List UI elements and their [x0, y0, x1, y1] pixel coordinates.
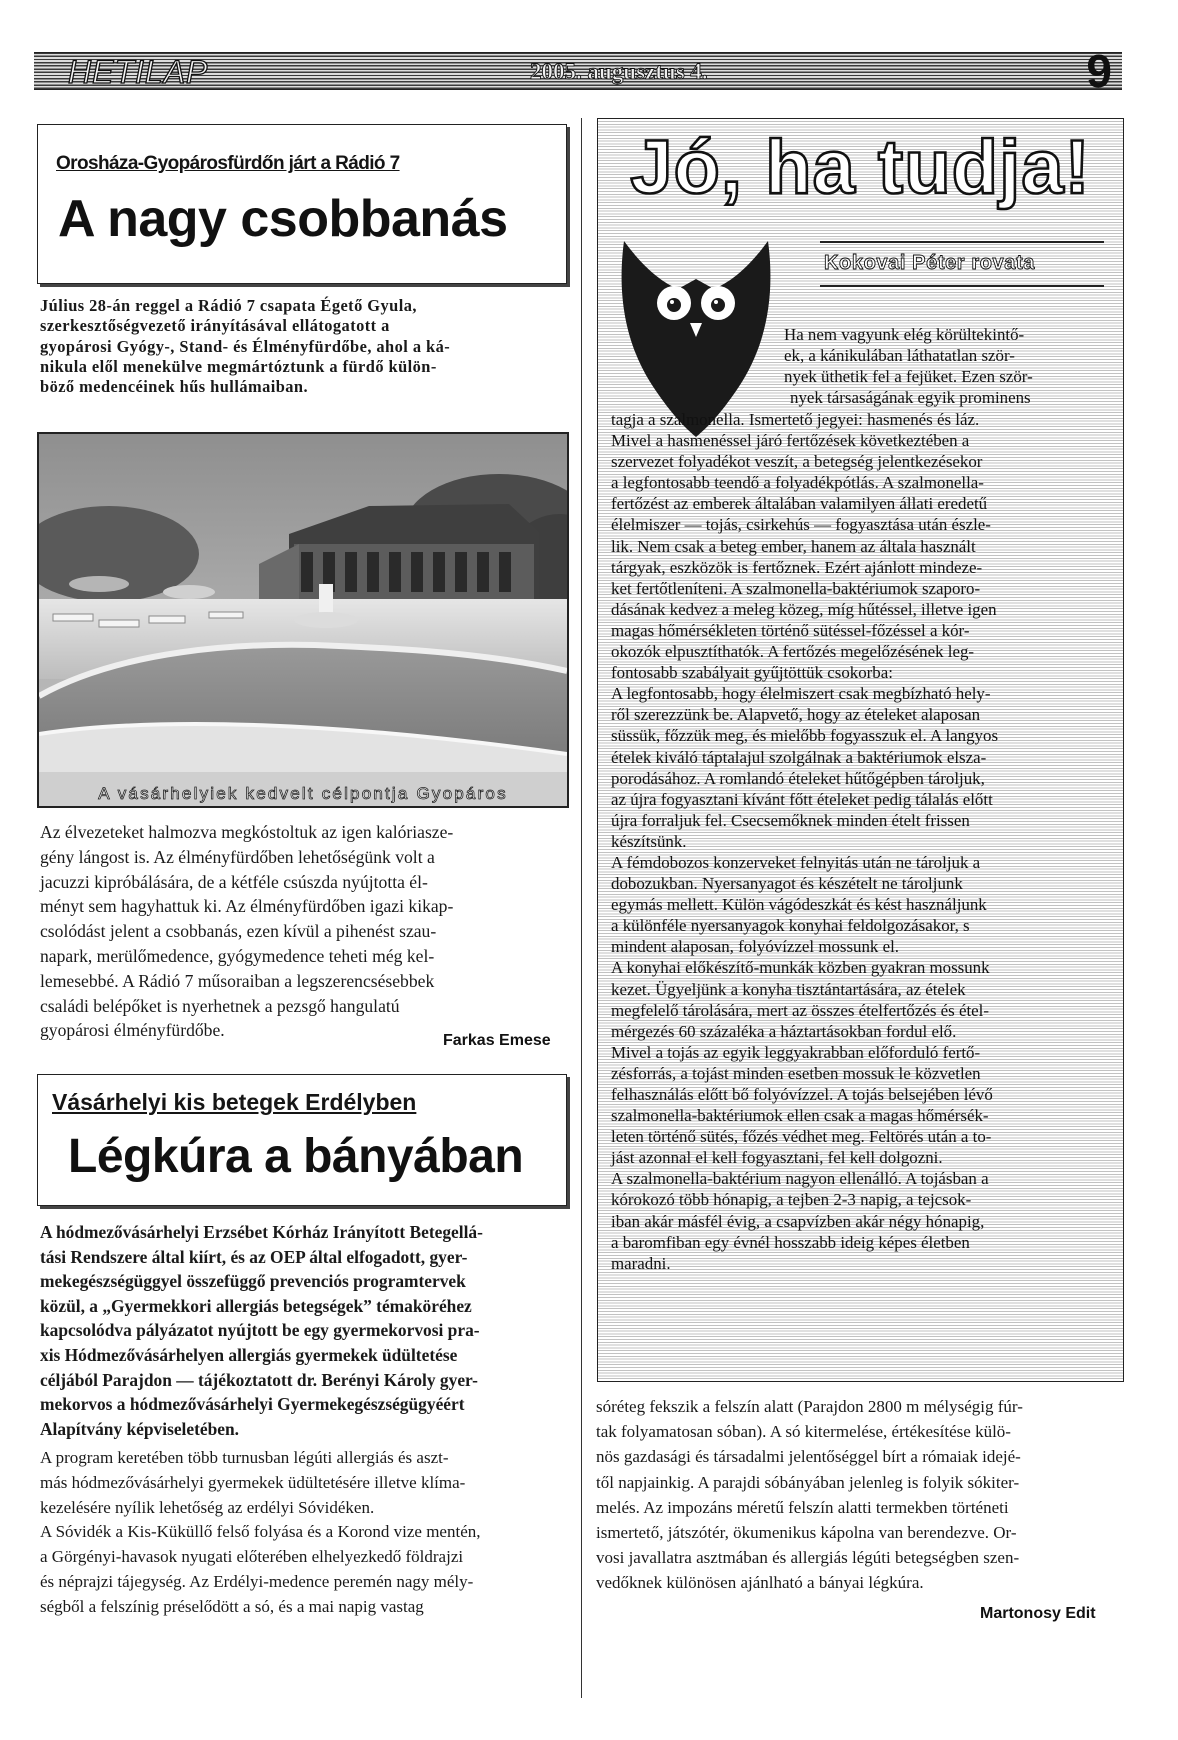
article1-byline: Farkas Emese	[443, 1032, 551, 1049]
text-line: szerkesztőségvezető irányításával ellátogatott a	[40, 316, 390, 336]
text-line: a különféle nyersanyagok konyhai feldolgozásakor, s	[611, 916, 970, 936]
feature-rule-bottom	[820, 285, 1104, 287]
text-line: egymás mellett. Külön vágódeszkát és kést használjunk	[611, 895, 987, 915]
feature-column-name: Kokovai Péter rovata	[824, 252, 1035, 274]
text-line: mindent alaposan, folyóvízzel mossunk el.	[611, 937, 900, 957]
text-line: böző medencéinek hűs hullámaiban.	[40, 377, 309, 397]
text-line: vosi javallatra asztmában és allergiás légúti betegségben szen-	[596, 1548, 1020, 1568]
text-line: a Görgényi-havasok nyugati előterében elhelyezkedő földrajzi	[40, 1547, 464, 1567]
text-line: Mivel a hasmenéssel járó fertőzések következtében a	[611, 431, 970, 451]
text-line: iban akár másfél évig, a csapvízben akár négy hónapig,	[611, 1211, 985, 1231]
text-line: kapcsolódva pályázatot nyújtott be egy gyermekorvosi pra-	[40, 1320, 480, 1341]
text-line: céljából Parajdon — tájékoztatott dr. Berényi Károly gyer-	[40, 1369, 478, 1390]
text-line: ről szerezzünk be. Alapvető, hogy az ételeket alaposan	[611, 705, 981, 725]
text-line: kezelésére nyílik lehetőség az erdélyi Sóvidéken.	[40, 1497, 375, 1517]
text-line: magas hőmérsékleten történő sütéssel-főzéssel a kór-	[611, 620, 970, 640]
text-line: A konyhai előkészítő-munkák közben gyakran mossunk	[611, 958, 990, 978]
text-line: süssük, főzzük meg, és mielőbb fogyasszuk el. A langyos	[611, 726, 999, 746]
text-line: ségből a felszínig préselődött a só, és a mai napig vastag	[40, 1596, 424, 1616]
article2-byline: Martonosy Edit	[980, 1605, 1096, 1622]
text-line: nyek üthetik fel a fejüket. Ezen ször-	[784, 367, 1033, 387]
text-line: közül, a „Gyermekkori allergiás betegségek” témaköréhez	[40, 1295, 472, 1316]
text-line: gyopárosi Gyógy-, Stand- és Élményfürdőbe, ahol a ká-	[40, 336, 451, 356]
feature-box	[597, 118, 1124, 1382]
article1-headline: A nagy csobbanás	[58, 190, 508, 248]
text-line: jást azonnal el kell fogyasztani, fel kell dolgozni.	[611, 1148, 943, 1168]
text-line: Ha nem vagyunk elég körültekintő-	[784, 325, 1025, 344]
text-line: jacuzzi kipróbálására, de a kétféle csúszda nyújtotta él-	[40, 871, 428, 892]
text-line: mérgezés 60 százaléka a háztartásokban fordul elő.	[611, 1021, 957, 1041]
text-line: lemesebbé. A Rádió 7 műsoraiban a legszerencsésebbek	[40, 970, 435, 991]
text-line: mekegészségüggyel összefüggő prevenciós programtervek	[40, 1271, 466, 1292]
page-header-band	[34, 45, 1122, 97]
feature-title: Jó, ha tudja!	[630, 125, 1091, 210]
text-line: ételek kiváló táptalajul szolgálnak a baktériumok elsza-	[611, 747, 987, 767]
text-line: szalmonella-baktériumok ellen csak a magas hőmérsék-	[611, 1106, 989, 1126]
article1-kicker: Orosháza-Gyopárosfürdőn járt a Rádió 7	[56, 153, 400, 174]
text-line: készítsünk.	[611, 831, 687, 851]
text-line: fontosabb szabályait gyűjtöttük csokorba:	[611, 663, 893, 683]
page-number: 9	[1086, 45, 1112, 97]
column-divider	[581, 118, 582, 1698]
text-line: maradni.	[611, 1253, 671, 1273]
text-line: A program keretében több turnusban légúti allergiás és aszt-	[40, 1448, 449, 1467]
text-line: vedőknek különösen ajánlható a bányai légkúra.	[596, 1573, 924, 1593]
text-line: A fémdobozos konzerveket felnyitás után ne tároljuk a	[611, 852, 981, 872]
text-line: gény lángost is. Az élményfürdőben lehetőségünk volt a	[40, 846, 435, 867]
text-line: nikula elől menekülve megmártóztunk a fürdő külön-	[40, 356, 437, 376]
publication-name: HETILAP	[68, 54, 209, 90]
text-line: szervezet folyadékot veszít, a betegség jelentkezésekor	[611, 452, 983, 472]
feature-text-body	[611, 409, 998, 1274]
article2-body-right	[596, 1394, 1122, 1596]
text-line: dobozukban. Nyersanyagot és készételt ne tároljunk	[611, 874, 963, 894]
article2-headline-box	[37, 1074, 567, 1206]
text-line: sóréteg fekszik a felszín alatt (Parajdon 2800 m mélységig fúr-	[596, 1397, 1023, 1416]
article1-headline-box	[37, 124, 567, 284]
text-line: A legfontosabb, hogy élelmiszert csak megbízható hely-	[611, 684, 991, 704]
feature-text-intro	[784, 324, 1033, 408]
text-line: ismertető, játszótér, ökumenikus kápolna van berendezve. Or-	[596, 1523, 1017, 1543]
text-line: megfelelő tárolására, mert az összes ételfertőzés és étel-	[611, 1000, 989, 1020]
text-line: a legfontosabb teendő a folyadékpótlás. A szalmonella-	[611, 473, 984, 493]
text-line: csolódást jelent a csobbanás, ezen kívül a pihenést szau-	[40, 921, 437, 942]
text-line: Július 28-án reggel a Rádió 7 csapata Égető Gyula,	[40, 296, 417, 315]
text-line: mekorvos a hódmezővásárhelyi Gyermekegészségügyéért	[40, 1394, 465, 1415]
text-line: okozók elpusztíthatók. A fertőzés megelőzésének leg-	[611, 642, 975, 662]
article1-lead	[40, 296, 565, 397]
text-line: tagja a szalmonella. Ismertető jegyei: hasmenés és láz.	[611, 410, 980, 429]
issue-date: 2005. augusztus 4.	[530, 59, 708, 84]
text-line: élelmiszer — tojás, csirkehús — fogyasztása után észle-	[611, 515, 991, 535]
text-line: A Sóvidék a Kis-Küküllő felső folyása és a Korond vize mentén,	[40, 1522, 481, 1542]
bath-photo-illustration	[39, 434, 567, 806]
text-line: kezet. Ügyeljünk a konyha tisztántartására, az ételek	[611, 979, 966, 999]
text-line: től napjainkig. A parajdi sóbányában jelenleg is folyik sókiter-	[596, 1472, 1020, 1492]
article2-headline: Légkúra a bányában	[68, 1130, 524, 1183]
text-line: ket fertőtleníteni. A szalmonella-baktériumok szaporo-	[611, 578, 981, 598]
text-line: és néprajzi tájegység. Az Erdélyi-medence peremén nagy mély-	[40, 1571, 474, 1591]
text-line: tási Rendszere által kiírt, és az OEP által elfogadott, gyer-	[40, 1246, 468, 1267]
text-line: családi belépőket is nyerhetnek a pezsgő hangulatú	[40, 995, 400, 1016]
text-line: ek, a kánikulában láthatatlan ször-	[784, 346, 1015, 366]
text-line: A hódmezővásárhelyi Erzsébet Kórház Irányított Betegellá-	[40, 1222, 483, 1242]
text-line: a baromfiban egy évnél hosszabb ideig képes életben	[611, 1232, 970, 1252]
text-line: újra forraljuk fel. Csecsemőknek minden ételt frissen	[611, 810, 970, 830]
text-line: napark, merülőmedence, gyógymedence teheti még kel-	[40, 945, 435, 966]
text-line: lik. Nem csak a beteg ember, hanem az általa használt	[611, 536, 976, 556]
text-line: gyopárosi élményfürdőbe.	[40, 1020, 225, 1041]
text-line: tárgyak, eszközök is fertőznek. Ezért ajánlott mindeze-	[611, 557, 983, 577]
text-line: Az élvezeteket halmozva megkóstoltuk az igen kalóriasze-	[40, 822, 454, 842]
article1-photo	[37, 432, 569, 808]
text-line: fertőzést az emberek általában valamilyen állati eredetű	[611, 494, 988, 514]
text-line: az újra fogyasztani kívánt főtt ételeket pedig tálalás előtt	[611, 789, 993, 809]
text-line: nös gazdasági és társadalmi jelentőséggel bírt a rómaiak idejé-	[596, 1447, 1021, 1467]
text-line: más hódmezővásárhelyi gyermekek üdültetésére illetve klíma-	[40, 1472, 466, 1492]
text-line: nyek társaságának egyik prominens	[790, 388, 1031, 408]
text-line: kórokozó több hónapig, a tejben 2-3 napig, a tejcsok-	[611, 1190, 972, 1210]
text-line: tak folyamatosan sóban). A só kitermelése, értékesítése külö-	[596, 1422, 1011, 1442]
article2-lead	[40, 1220, 565, 1441]
text-line: leten történő sütés, főzés védhet meg. Feltörés után a to-	[611, 1127, 992, 1147]
article2-kicker: Vásárhelyi kis betegek Erdélyben	[52, 1089, 417, 1115]
text-line: melés. Az impozáns méretű felszín alatti termekben történeti	[596, 1497, 1009, 1517]
text-line: ményt sem hagyhattuk ki. Az élményfürdőben igazi kikap-	[40, 896, 454, 917]
text-line: porodásához. A romlandó ételeket hűtőgépben tároljuk,	[611, 768, 985, 788]
text-line: A szalmonella-baktérium nagyon ellenálló. A tojásban a	[611, 1169, 989, 1189]
text-line: xis Hódmezővásárhelyen allergiás gyermekek üdültetése	[40, 1344, 458, 1365]
text-line: felhasználás előtt bő folyóvízzel. A tojás belsejében lévő	[611, 1085, 993, 1104]
text-line: dásának kedvez a meleg közeg, míg hűtéssel, illetve igen	[611, 599, 997, 619]
text-line: Mivel a tojás az egyik leggyakrabban előforduló fertő-	[611, 1042, 981, 1062]
text-line: zésforrás, a tojást minden esetben mossuk le közvetlen	[611, 1063, 981, 1083]
article1-body	[40, 820, 565, 1043]
article2-body-left	[40, 1446, 565, 1620]
text-line: Alapítvány képviseletében.	[40, 1418, 240, 1439]
photo-caption: A vásárhelyiek kedvelt célpontja Gyopáros	[98, 784, 508, 803]
feature-rule-top	[820, 241, 1104, 243]
